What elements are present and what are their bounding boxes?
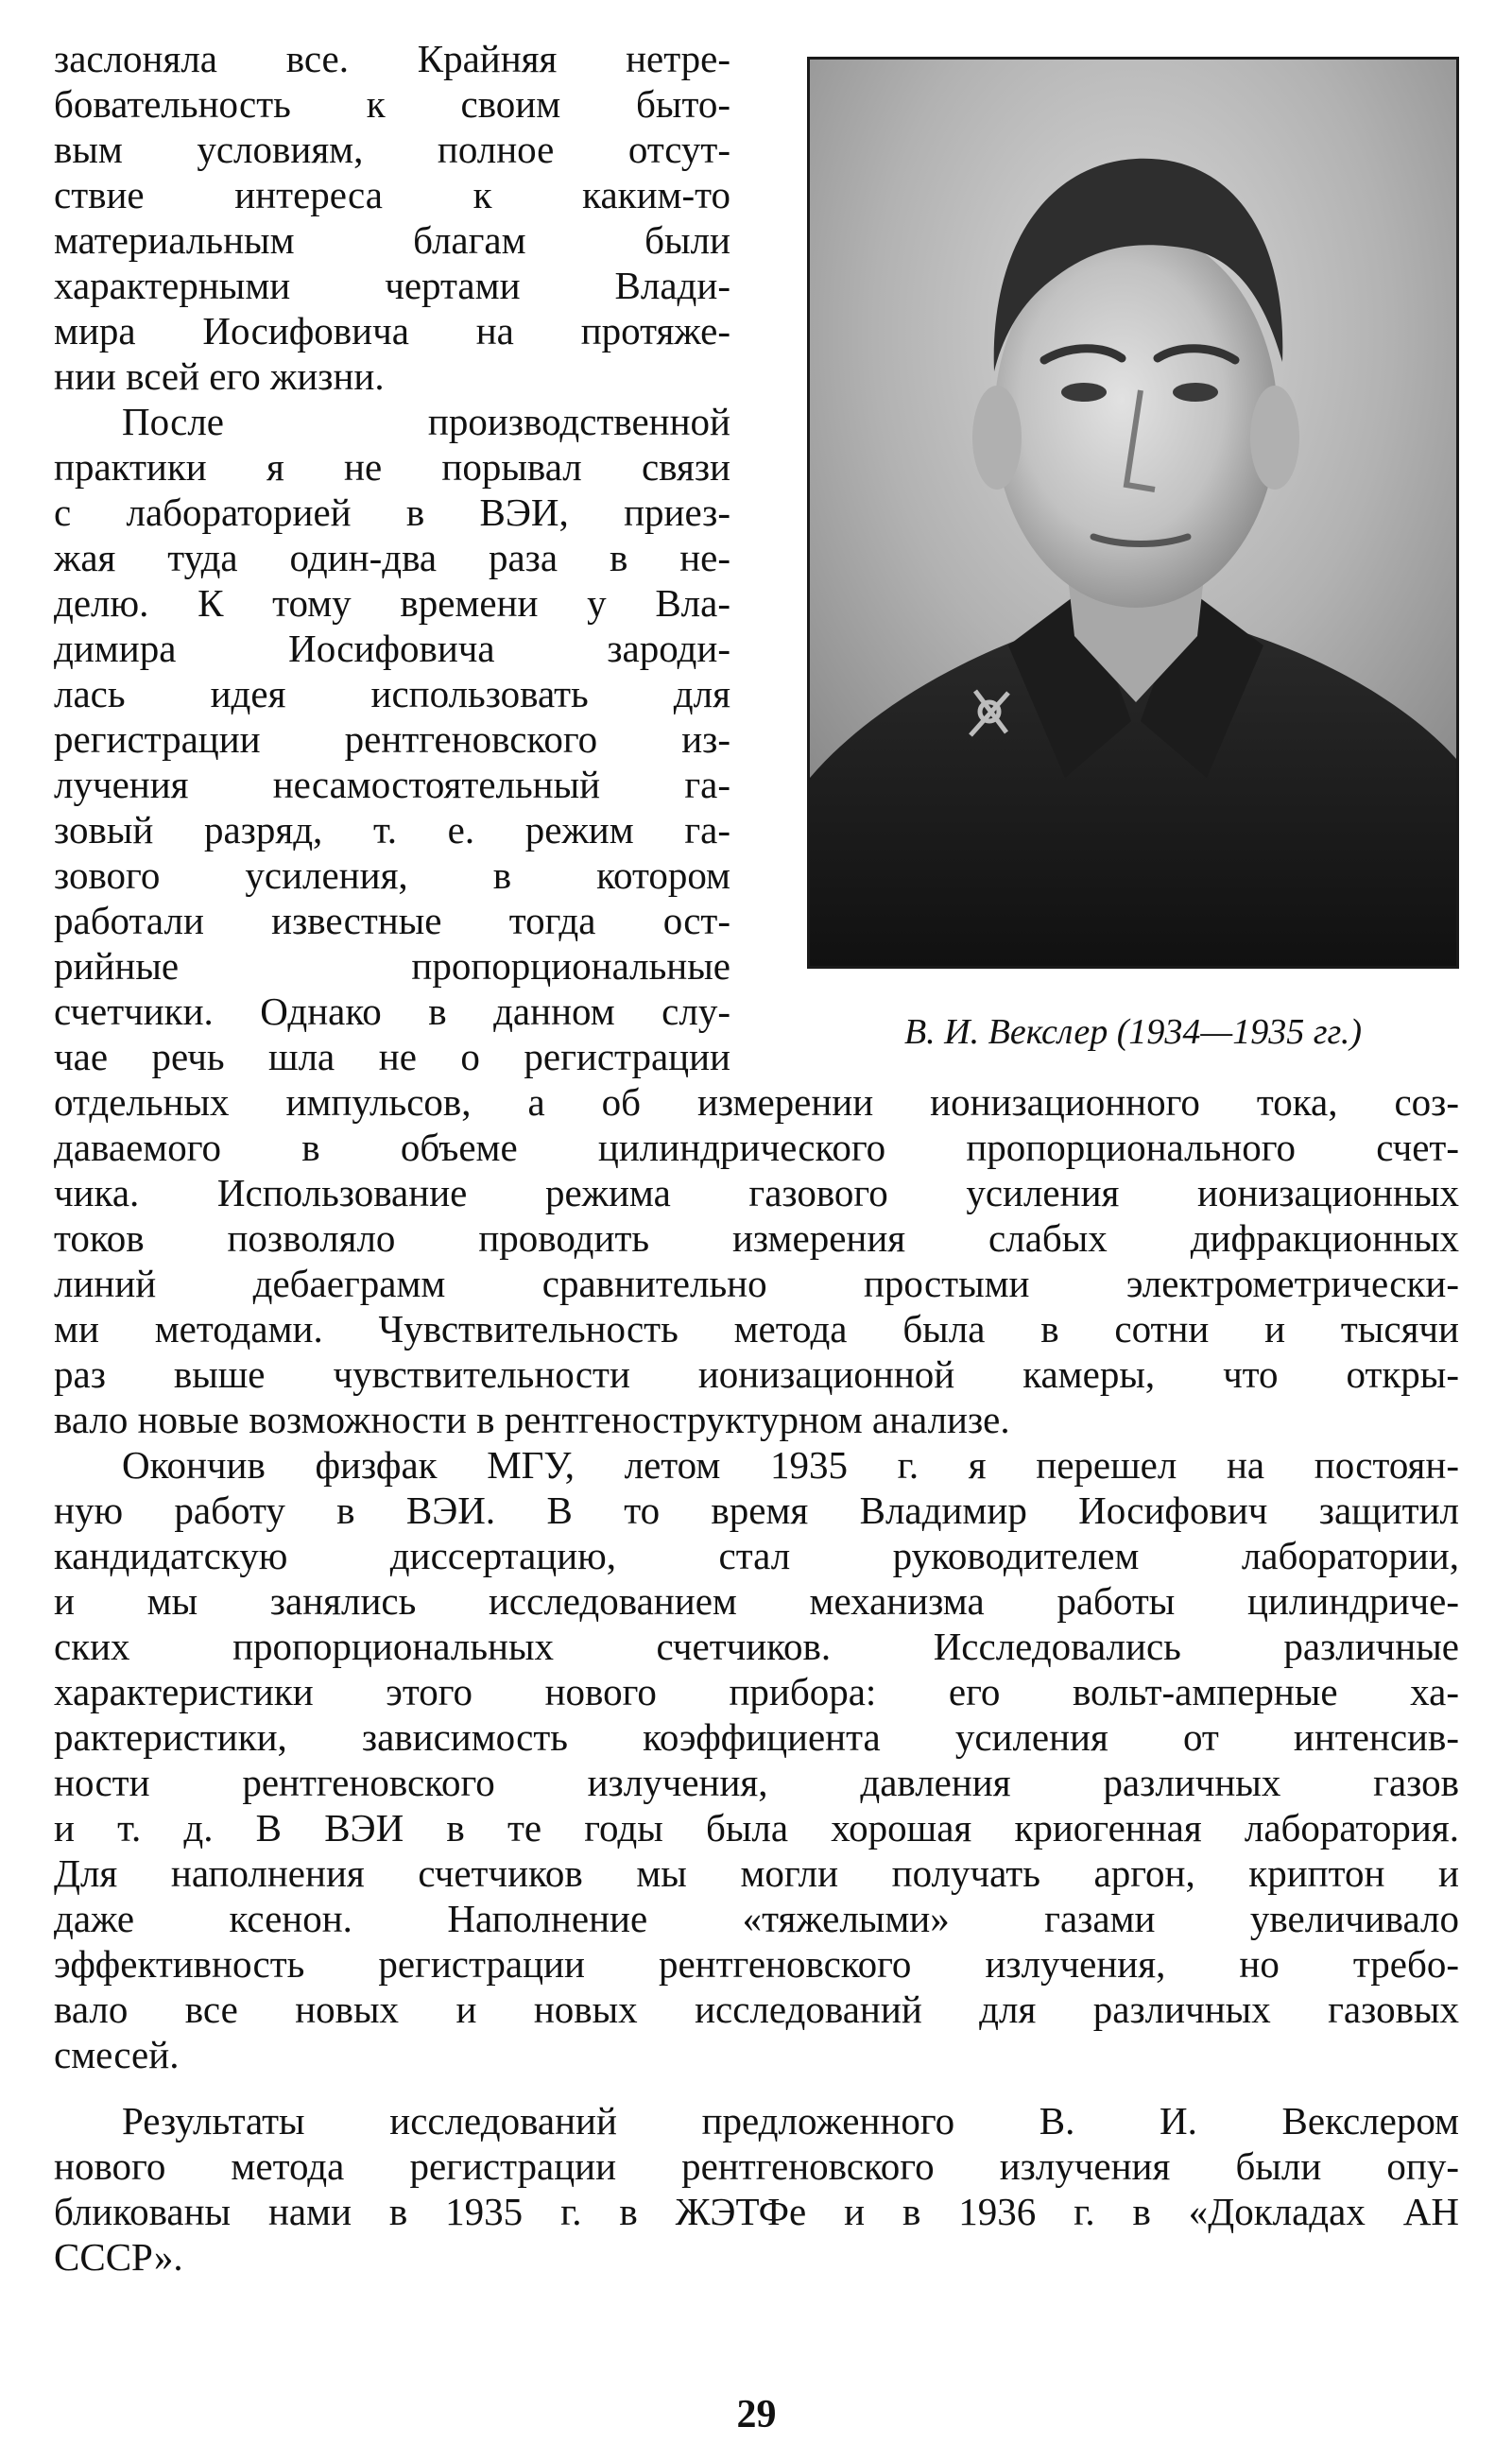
text-line: линий дебаеграмм сравнительно простыми электрометрически-	[54, 1262, 1459, 1305]
paragraph-last-line: смесей.	[54, 2033, 180, 2076]
portrait-image	[810, 60, 1456, 966]
text-line: рийные пропорциональные	[54, 944, 730, 988]
text-line: зового усиления, в котором	[54, 853, 730, 897]
text-line: счетчики. Однако в данном слу-	[54, 990, 730, 1033]
paragraph-first-line: После производственной	[122, 400, 730, 443]
paragraph-last-line: вало новые возможности в рентгеноструктурном анализе.	[54, 1398, 1010, 1441]
page-number: 29	[736, 2393, 777, 2436]
text-line: рактеристики, зависимость коэффициента усиления от интенсив-	[54, 1715, 1459, 1759]
text-line: вым условиям, полное отсут-	[54, 128, 730, 171]
text-line: чика. Использование режима газового усиления ионизационных	[54, 1171, 1459, 1214]
text-line: эффективность регистрации рентгеновского излучения, но требо-	[54, 1942, 1459, 1986]
text-line: практики я не порывал связи	[54, 445, 730, 489]
text-line: даваемого в объеме цилиндрического пропорционального счет-	[54, 1126, 1459, 1169]
text-line: материальным благам были	[54, 218, 730, 262]
text-line: и мы занялись исследованием механизма работы цилиндриче-	[54, 1579, 1459, 1623]
paragraph-first-line: Результаты исследований предложенного В. И. Векслером	[122, 2099, 1459, 2143]
paragraph-last-line: нии всей его жизни.	[54, 354, 385, 398]
text-line: регистрации рентгеновского из-	[54, 717, 730, 761]
photo-caption: В. И. Векслер (1934—1935 гг.)	[903, 1012, 1363, 1052]
text-line: характеристики этого нового прибора: его вольт-амперные ха-	[54, 1670, 1459, 1713]
text-line: лась идея использовать для	[54, 672, 730, 715]
text-line: кандидатскую диссертацию, стал руководителем лаборатории,	[54, 1534, 1459, 1577]
text-line: зовый разряд, т. е. режим га-	[54, 808, 730, 852]
text-line: нового метода регистрации рентгеновского излучения были опу-	[54, 2144, 1459, 2188]
text-line: жая туда один-два раза в не-	[54, 536, 730, 579]
text-line: Для наполнения счетчиков мы могли получать аргон, криптон и	[54, 1851, 1459, 1895]
paragraph-last-line: СССР».	[54, 2235, 183, 2279]
text-line: мира Иосифовича на протяже-	[54, 309, 730, 353]
text-line: димира Иосифовича зароди-	[54, 627, 730, 670]
text-line: даже ксенон. Наполнение «тяжелыми» газами увеличивало	[54, 1897, 1459, 1940]
text-line: и т. д. В ВЭИ в те годы была хорошая криогенная лаборатория.	[54, 1806, 1459, 1850]
book-page	[54, 36, 1459, 2436]
paragraph-first-line: Окончив физфак МГУ, летом 1935 г. я перешел на постоян-	[122, 1443, 1459, 1487]
text-line: отдельных импульсов, а об измерении ионизационного тока, соз-	[54, 1080, 1459, 1124]
text-line: бовательность к своим быто-	[54, 82, 730, 126]
text-line: ских пропорциональных счетчиков. Исследовались различные	[54, 1625, 1459, 1668]
text-line: ную работу в ВЭИ. В то время Владимир Иосифович защитил	[54, 1489, 1459, 1532]
text-line: лучения несамостоятельный га-	[54, 763, 730, 806]
text-line: заслоняла все. Крайняя нетре-	[54, 37, 730, 80]
text-line: ствие интереса к каким-то	[54, 173, 730, 216]
text-line: ми методами. Чувствительность метода была в сотни и тысячи	[54, 1307, 1459, 1351]
text-line: делю. К тому времени у Вла-	[54, 581, 730, 625]
portrait-photo	[807, 57, 1459, 969]
text-line: чае речь шла не о регистрации	[54, 1035, 730, 1078]
text-line: токов позволяло проводить измерения слабых дифракционных	[54, 1216, 1459, 1260]
text-line: работали известные тогда ост-	[54, 899, 730, 942]
text-line: раз выше чувствительности ионизационной камеры, что откры-	[54, 1352, 1459, 1396]
text-line: с лабораторией в ВЭИ, приез-	[54, 490, 730, 534]
text-line: бликованы нами в 1935 г. в ЖЭТФе и в 1936 г. в «Докладах АН	[54, 2190, 1459, 2233]
text-line: вало все новых и новых исследований для различных газовых	[54, 1988, 1459, 2031]
text-line: характерными чертами Влади-	[54, 264, 730, 307]
text-line: ности рентгеновского излучения, давления различных газов	[54, 1761, 1459, 1804]
